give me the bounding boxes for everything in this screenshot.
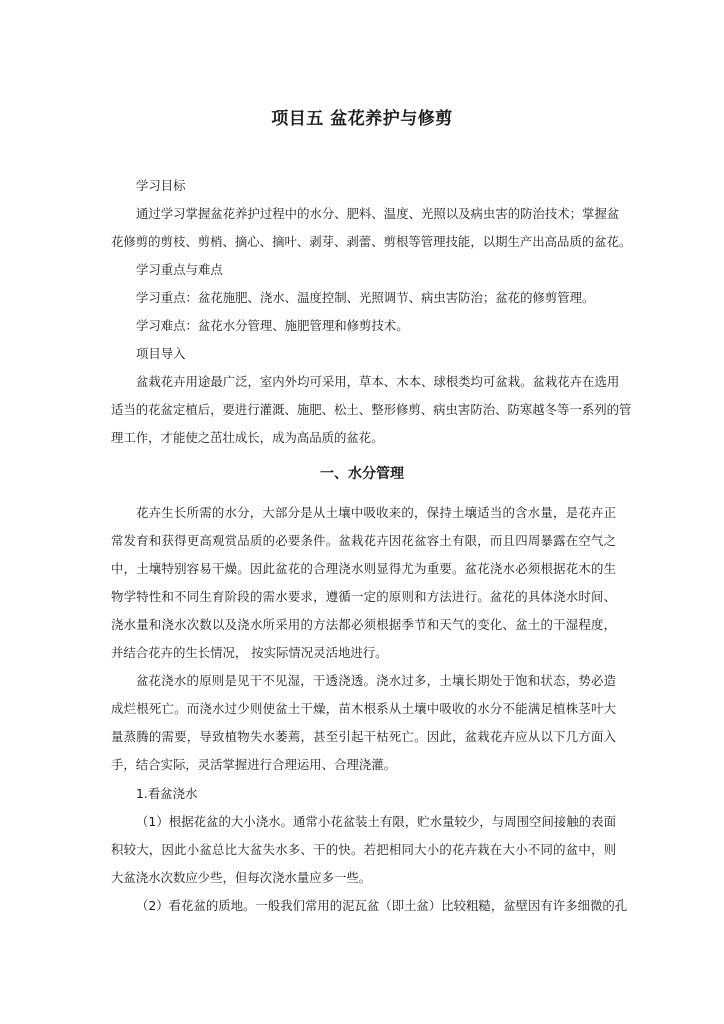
intro-heading: 项目导入: [136, 346, 186, 361]
difficult-points: 学习难点：盆花水分管理、施肥管理和修剪技术。: [136, 318, 409, 333]
intro-line: 适当的花盆定植后，要进行灌溉、施肥、松土、整形修剪、病虫害防治、防寒越冬等一系列的管: [111, 402, 632, 417]
paragraph-line: 并结合花卉的生长情况， 按实际情况灵活地进行。: [111, 645, 388, 660]
paragraph-line: 量蒸腾的需要，导致植物失水萎蔫，甚至引起干枯死亡。因此，盆栽花卉应从以下几方面入: [111, 729, 616, 744]
intro-line: 盆栽花卉用途最广泛，室内外均可采用，草本、木本、球根类均可盆栽。盆栽花卉在选用: [136, 374, 620, 389]
paragraph-line: 大盆浇水次数应少些，但每次浇水量应多一些。: [111, 870, 372, 885]
paragraph-line: 中，土壤特别容易干燥。因此盆花的合理浇水则显得尤为重要。盆花浇水必须根据花木的生: [111, 561, 616, 576]
key-heading: 学习重点与难点: [136, 262, 223, 277]
paragraph-line: （1）根据花盆的大小浇水。通常小花盆装土有限，贮水量较少，与周围空间接触的表面: [136, 814, 616, 829]
paragraph-line: （2）看花盆的质地。一般我们常用的泥瓦盆（即土盆）比较粗糙，盆壁因有许多细微的孔: [136, 898, 628, 913]
objectives-heading: 学习目标: [136, 178, 186, 193]
paragraph-line: 物学特性和不同生育阶段的需水要求，遵循一定的原则和方法进行。盆花的具体浇水时间、: [111, 589, 616, 604]
page-title: 项目五 盆花养护与修剪: [271, 109, 453, 129]
paragraph-line: 积较大，因此小盆总比大盆失水多、干的快。若把相同大小的花卉栽在大小不同的盆中，则: [111, 842, 616, 857]
paragraph-line: 浇水量和浇水次数以及浇水所采用的方法都必须根据季节和天气的变化、盆土的干湿程度，: [111, 617, 616, 632]
sub-heading: 1.看盆浇水: [136, 786, 198, 801]
paragraph-line: 花卉生长所需的水分，大部分是从土壤中吸收来的，保持土壤适当的含水量，是花卉正: [136, 505, 616, 520]
objectives-line: 花修剪的剪枝、剪梢、摘心、摘叶、剥芽、剥蕾、剪根等管理技能，以期生产出高品质的盆花。: [111, 234, 632, 249]
intro-line: 理工作，才能使之茁壮成长，成为高品质的盆花。: [111, 430, 384, 445]
section-heading: 一、水分管理: [320, 466, 404, 482]
paragraph-line: 手，结合实际，灵活掌握进行合理运用、合理浇灌。: [111, 757, 396, 772]
paragraph-line: 常发育和获得更高观赏品质的必要条件。盆栽花卉因花盆容土有限，而且四周暴露在空气之: [111, 533, 616, 548]
key-points: 学习重点：盆花施肥、浇水、温度控制、光照调节、病虫害防治；盆花的修剪管理。: [136, 290, 595, 305]
objectives-line: 通过学习掌握盆花养护过程中的水分、肥料、温度、光照以及病虫害的防治技术；掌握盆: [136, 206, 620, 221]
paragraph-line: 成烂根死亡。而浇水过少则使盆土干燥，苗木根系从土壤中吸收的水分不能满足植株茎叶大: [111, 701, 616, 716]
paragraph-line: 盆花浇水的原则是见干不见湿，干透浇透。浇水过多，土壤长期处于饱和状态，势必造: [136, 673, 616, 688]
